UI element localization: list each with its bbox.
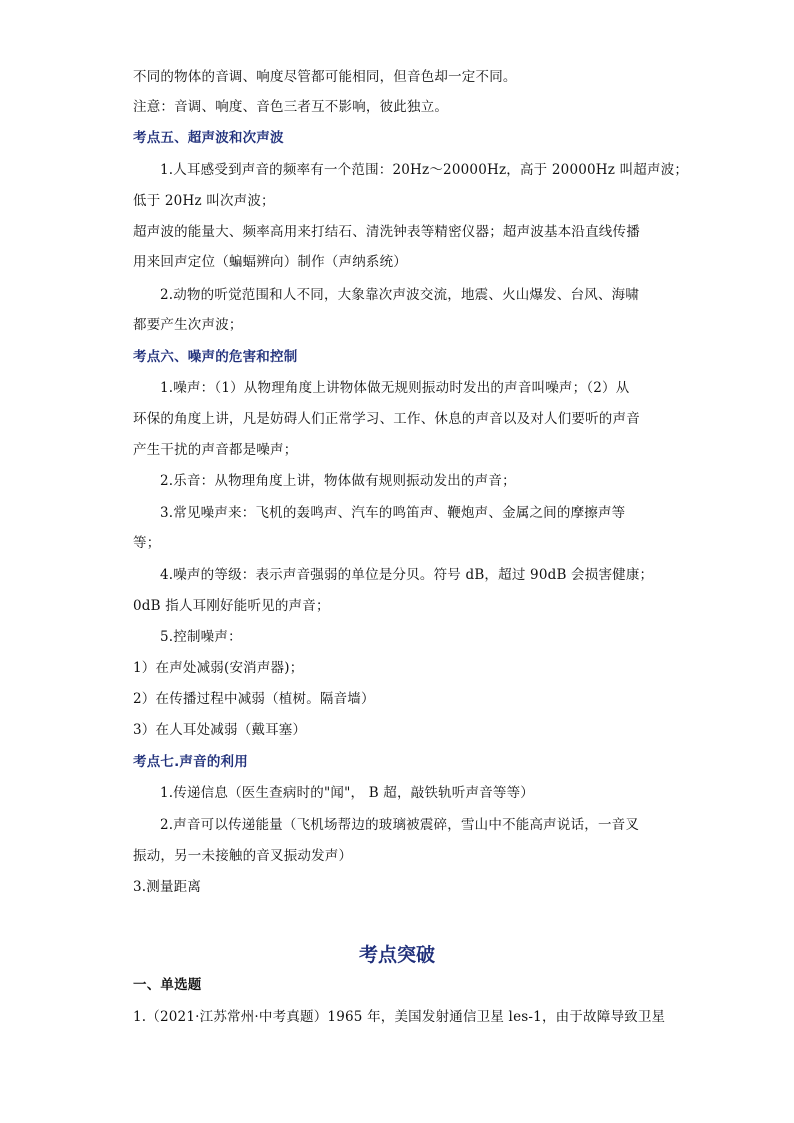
text-line: 不同的物体的音调、响度尽管都可能相同，但音色却一定不同。: [133, 69, 517, 85]
subsection-heading: 一、单选题: [133, 977, 202, 993]
heading-kaodian-7: 考点七.声音的利用: [133, 754, 248, 770]
text-line: 用来回声定位（蝙蝠辨向）制作（声纳系统）: [133, 254, 407, 270]
section-title: 考点突破: [358, 944, 435, 966]
heading-kaodian-5: 考点五、超声波和次声波: [133, 130, 284, 146]
text-line: 1.噪声：（1）从物理角度上讲物体做无规则振动时发出的声音叫噪声；（2）从: [160, 380, 630, 396]
text-line: 4.噪声的等级：表示声音强弱的单位是分贝。符号 dB，超过 90dB 会损害健康；: [160, 567, 654, 583]
text-line: 5.控制噪声：: [160, 629, 242, 645]
text-line: 3.常见噪声来：飞机的轰鸣声、汽车的鸣笛声、鞭炮声、金属之间的摩擦声等: [160, 505, 626, 521]
text-line: 2.乐音：从物理角度上讲，物体做有规则振动发出的声音；: [160, 473, 516, 489]
text-line: 3.测量距离: [133, 879, 202, 895]
text-line: 1.传递信息（医生查病时的"闻"， B 超，敲铁轨听声音等等）: [160, 785, 535, 801]
text-line: 1）在声处减弱(安消声器)；: [133, 660, 304, 676]
text-line: 环保的角度上讲，凡是妨碍人们正常学习、工作、休息的声音以及对人们要听的声音: [133, 411, 640, 427]
text-line: 0dB 指人耳刚好能听见的声音；: [133, 598, 330, 614]
text-line: 2.声音可以传递能量（飞机场帮边的玻璃被震碎，雪山中不能高声说话，一音叉: [160, 817, 640, 833]
text-line: 超声波的能量大、频率高用来打结石、清洗钟表等精密仪器；超声波基本沿直线传播: [133, 224, 640, 240]
text-line: 低于 20Hz 叫次声波；: [133, 193, 275, 209]
text-line: 2.动物的听觉范围和人不同，大象靠次声波交流，地震、火山爆发、台风、海啸: [160, 287, 640, 303]
question-line: 1.（2021·江苏常州·中考真题）1965 年，美国发射通信卫星 les-1，由于故障导致卫星: [133, 1009, 666, 1025]
text-line: 3）在人耳处减弱（戴耳塞）: [133, 722, 307, 738]
text-line: 2）在传播过程中减弱（植树。隔音墙）: [133, 691, 375, 707]
text-line: 都要产生次声波；: [133, 317, 243, 333]
text-line: 产生干扰的声音都是噪声；: [133, 442, 298, 458]
text-line: 等；: [133, 535, 161, 551]
text-line: 振动，另一未接触的音叉振动发声）: [133, 848, 353, 864]
heading-kaodian-6: 考点六、噪声的危害和控制: [133, 349, 298, 365]
text-line: 1.人耳感受到声音的频率有一个范围：20Hz～20000Hz，高于 20000Hz 叫超声波；: [160, 162, 689, 178]
text-line: 注意：音调、响度、音色三者互不影响，彼此独立。: [133, 99, 449, 115]
